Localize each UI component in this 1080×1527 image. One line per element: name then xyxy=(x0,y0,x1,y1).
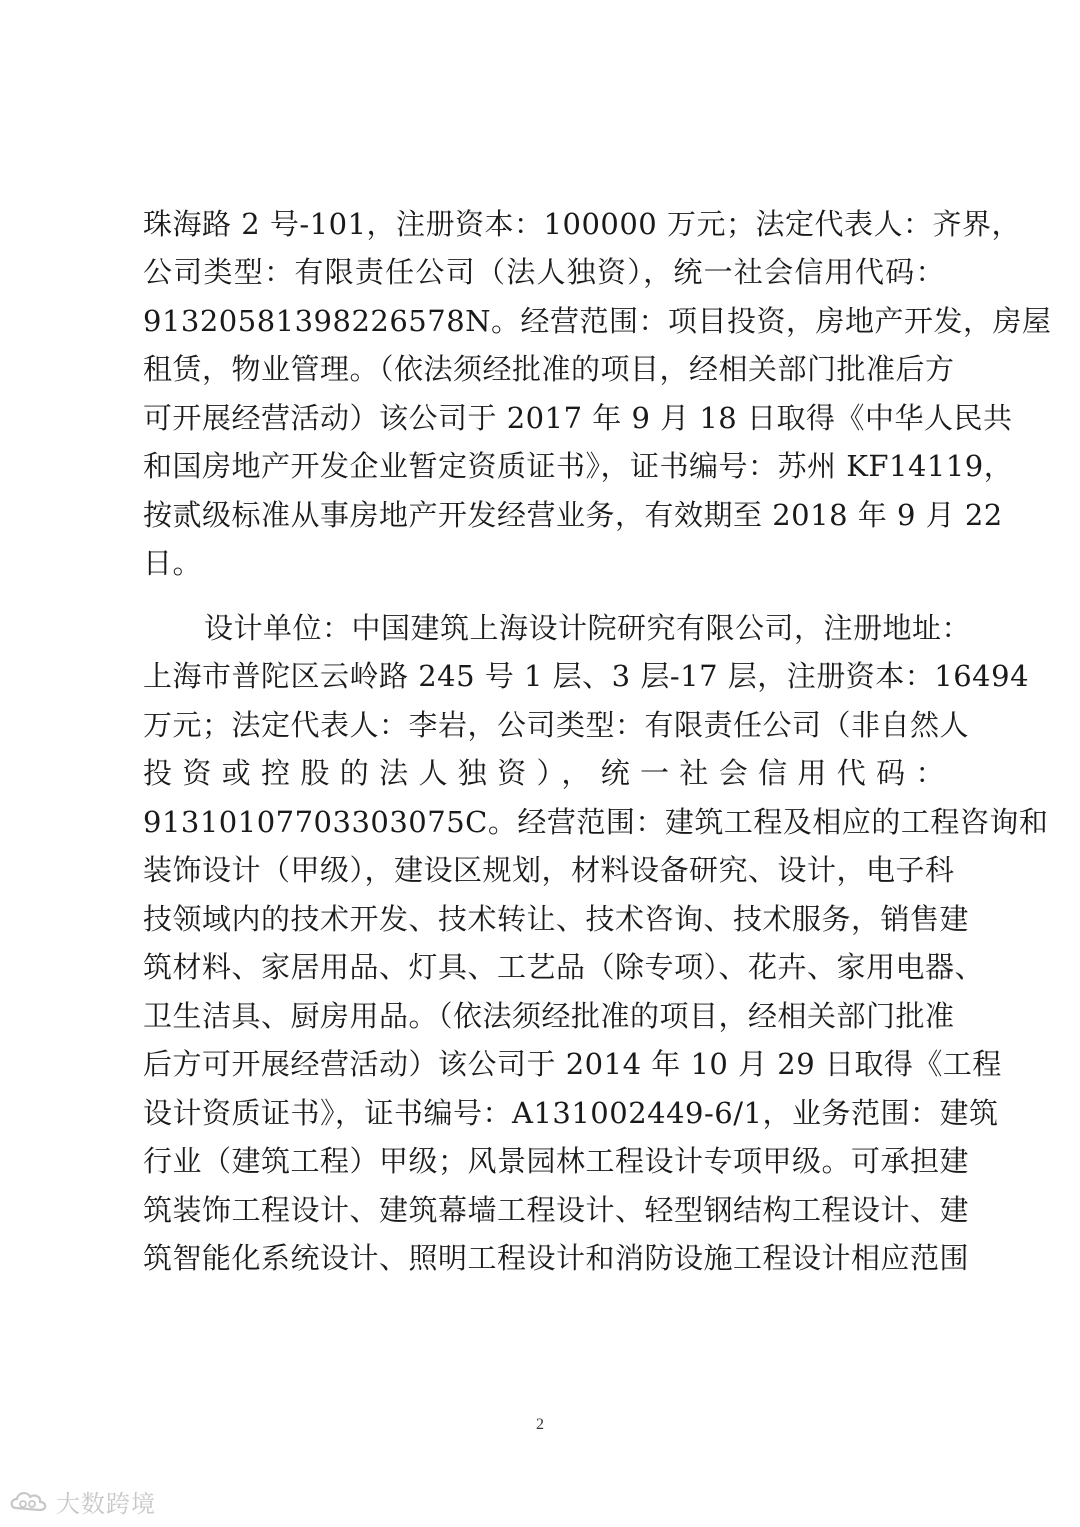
watermark-text: 大数跨境 xyxy=(56,1489,156,1518)
text-line: 91320581398226578N。经营范围：项目投资，房地产开发，房屋 xyxy=(143,304,1052,338)
text-line: 公司类型：有限责任公司（法人独资），统一社会信用代码： xyxy=(143,255,945,289)
text-line: 投资或控股的法人独资），统一社会信用代码： xyxy=(143,756,945,790)
text-line: 珠海路 2 号-101，注册资本：100000 万元；法定代表人：齐界， xyxy=(143,207,1021,241)
text-line: 设计资质证书》，证书编号：A131002449-6/1，业务范围：建筑 xyxy=(143,1096,999,1130)
text-line: 可开展经营活动）该公司于 2017 年 9 月 18 日取得《中华人民共 xyxy=(143,401,1013,435)
paragraph-first-line: 设计单位：中国建筑上海设计院研究有限公司，注册地址： xyxy=(204,611,972,645)
text-line: 后方可开展经营活动）该公司于 2014 年 10 月 29 日取得《工程 xyxy=(143,1047,1002,1081)
text-line: 租赁，物业管理。（依法须经批准的项目，经相关部门批准后方 xyxy=(143,352,955,386)
text-line: 日。 xyxy=(143,546,203,580)
cloud-logo-icon xyxy=(8,1486,52,1516)
text-line: 筑材料、家居用品、灯具、工艺品（除专项）、花卉、家用电器、 xyxy=(143,950,985,984)
text-line: 筑装饰工程设计、建筑幕墙工程设计、轻型钢结构工程设计、建 xyxy=(143,1193,970,1227)
text-line: 按贰级标准从事房地产开发经营业务，有效期至 2018 年 9 月 22 xyxy=(143,498,1003,532)
text-line: 91310107703303075C。经营范围：建筑工程及相应的工程咨询和 xyxy=(143,805,1049,839)
text-line: 装饰设计（甲级），建设区规划，材料设备研究、设计，电子科 xyxy=(143,853,955,887)
watermark xyxy=(8,1483,156,1519)
text-line: 上海市普陀区云岭路 245 号 1 层、3 层-17 层，注册资本：16494 xyxy=(143,659,1030,693)
text-line: 筑智能化系统设计、照明工程设计和消防设施工程设计相应范围 xyxy=(143,1241,970,1275)
text-line: 卫生洁具、厨房用品。（依法须经批准的项目，经相关部门批准 xyxy=(143,999,955,1033)
text-line: 行业（建筑工程）甲级；风景园林工程设计专项甲级。可承担建 xyxy=(143,1144,970,1178)
text-line: 技领域内的技术开发、技术转让、技术咨询、技术服务，销售建 xyxy=(143,902,970,936)
text-line: 和国房地产开发企业暂定资质证书》，证书编号：苏州 KF14119， xyxy=(143,449,1014,483)
page-number: 2 xyxy=(536,1416,544,1433)
text-line: 万元；法定代表人：李岩，公司类型：有限责任公司（非自然人 xyxy=(143,708,970,742)
